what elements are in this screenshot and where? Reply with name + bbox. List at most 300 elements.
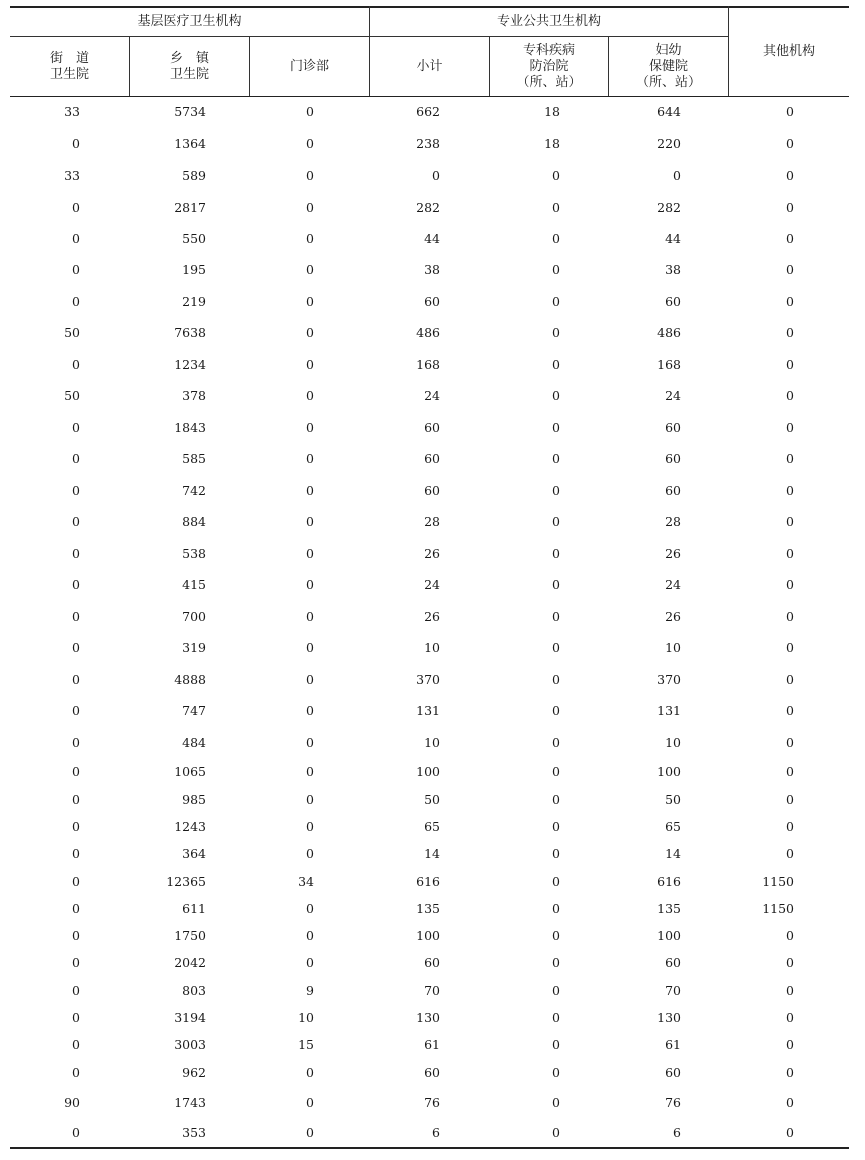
cell-other: 0 [786,357,794,372]
header-maternal-child [609,37,728,96]
table-row [0,198,865,218]
cell-specialty: 0 [552,819,560,834]
cell-clinic: 0 [306,1125,314,1140]
cell-township: 1743 [174,1095,206,1110]
cell-specialty: 0 [552,388,560,403]
cell-clinic: 0 [306,420,314,435]
cell-clinic: 0 [306,764,314,779]
cell-maternal: 60 [665,294,681,309]
cell-other: 0 [786,955,794,970]
cell-clinic: 0 [306,357,314,372]
cell-specialty: 0 [552,200,560,215]
cell-township: 1234 [174,357,206,372]
cell-township: 353 [182,1125,206,1140]
cell-clinic: 0 [306,640,314,655]
cell-subtotal: 10 [424,640,440,655]
cell-specialty: 0 [552,514,560,529]
cell-other: 1150 [762,901,794,916]
cell-specialty: 0 [552,483,560,498]
header-line: 妇幼 [655,42,682,58]
cell-maternal: 76 [665,1095,681,1110]
table-row [0,166,865,186]
cell-street: 0 [72,136,80,151]
cell-subtotal: 60 [424,483,440,498]
cell-township: 803 [182,983,206,998]
cell-specialty: 0 [552,640,560,655]
cell-specialty: 0 [552,983,560,998]
cell-street: 0 [72,420,80,435]
cell-township: 538 [182,546,206,561]
header-group-basic-label: 基层医疗卫生机构 [137,14,242,29]
cell-street: 0 [72,640,80,655]
cell-other: 1150 [762,874,794,889]
cell-street: 0 [72,1125,80,1140]
table-row [0,544,865,564]
cell-other: 0 [786,200,794,215]
cell-other: 0 [786,136,794,151]
header-line: 保健院 [648,58,688,74]
cell-clinic: 0 [306,577,314,592]
cell-township: 378 [182,388,206,403]
cell-maternal: 28 [665,514,681,529]
cell-township: 2042 [174,955,206,970]
cell-maternal: 44 [665,231,681,246]
cell-specialty: 0 [552,735,560,750]
table-row [0,872,865,892]
cell-specialty: 0 [552,955,560,970]
cell-township: 550 [182,231,206,246]
cell-other: 0 [786,764,794,779]
cell-specialty: 0 [552,357,560,372]
cell-other: 0 [786,846,794,861]
cell-other: 0 [786,262,794,277]
cell-street: 0 [72,294,80,309]
cell-maternal: 370 [657,672,681,687]
cell-clinic: 0 [306,819,314,834]
cell-maternal: 60 [665,420,681,435]
table-row [0,449,865,469]
cell-street: 0 [72,357,80,372]
cell-other: 0 [786,294,794,309]
cell-other: 0 [786,819,794,834]
table-row [0,481,865,501]
table-row [0,292,865,312]
cell-specialty: 0 [552,577,560,592]
cell-specialty: 0 [552,1037,560,1052]
cell-subtotal: 24 [424,577,440,592]
cell-clinic: 0 [306,514,314,529]
cell-subtotal: 100 [416,764,440,779]
cell-township: 219 [182,294,206,309]
cell-clinic: 0 [306,928,314,943]
cell-other: 0 [786,928,794,943]
header-line: 街 道 [49,50,89,66]
cell-township: 589 [182,168,206,183]
cell-clinic: 10 [298,1010,314,1025]
cell-specialty: 0 [552,420,560,435]
header-bottom-rule [10,96,849,97]
cell-street: 90 [64,1095,80,1110]
cell-township: 7638 [174,325,206,340]
cell-specialty: 0 [552,262,560,277]
cell-other: 0 [786,1065,794,1080]
cell-clinic: 0 [306,451,314,466]
cell-specialty: 0 [552,451,560,466]
cell-clinic: 0 [306,609,314,624]
header-line: 防治院 [529,58,569,74]
cell-specialty: 0 [552,792,560,807]
table-row [0,762,865,782]
cell-subtotal: 0 [432,168,440,183]
header-group-public-label: 专业公共卫生机构 [496,14,601,29]
table-row [0,981,865,1001]
table-row [0,701,865,721]
cell-specialty: 0 [552,874,560,889]
header-line: 其他机构 [762,44,815,59]
cell-maternal: 644 [657,104,681,119]
cell-maternal: 26 [665,609,681,624]
cell-clinic: 0 [306,483,314,498]
cell-clinic: 0 [306,546,314,561]
table-row [0,733,865,753]
cell-clinic: 0 [306,672,314,687]
cell-subtotal: 60 [424,451,440,466]
cell-clinic: 0 [306,136,314,151]
cell-subtotal: 70 [424,983,440,998]
cell-subtotal: 50 [424,792,440,807]
cell-subtotal: 616 [416,874,440,889]
cell-specialty: 0 [552,294,560,309]
cell-other: 0 [786,735,794,750]
cell-clinic: 0 [306,703,314,718]
cell-street: 0 [72,1065,80,1080]
cell-clinic: 0 [306,104,314,119]
cell-clinic: 0 [306,325,314,340]
cell-clinic: 0 [306,735,314,750]
cell-street: 0 [72,792,80,807]
cell-street: 0 [72,1010,80,1025]
cell-clinic: 0 [306,388,314,403]
cell-specialty: 0 [552,901,560,916]
header-clinic [250,37,369,96]
cell-township: 1364 [174,136,206,151]
table-row [0,638,865,658]
cell-maternal: 10 [665,735,681,750]
cell-township: 1750 [174,928,206,943]
cell-other: 0 [786,231,794,246]
cell-subtotal: 130 [416,1010,440,1025]
cell-maternal: 60 [665,451,681,466]
cell-specialty: 0 [552,1095,560,1110]
cell-specialty: 18 [544,136,560,151]
cell-maternal: 65 [665,819,681,834]
cell-specialty: 0 [552,672,560,687]
cell-specialty: 0 [552,1065,560,1080]
header-line: 门诊部 [289,58,329,74]
cell-maternal: 0 [673,168,681,183]
cell-subtotal: 26 [424,546,440,561]
cell-clinic: 34 [298,874,314,889]
cell-township: 364 [182,846,206,861]
cell-street: 0 [72,983,80,998]
cell-subtotal: 60 [424,294,440,309]
cell-maternal: 70 [665,983,681,998]
cell-maternal: 60 [665,955,681,970]
cell-township: 5734 [174,104,206,119]
cell-other: 0 [786,325,794,340]
cell-maternal: 220 [657,136,681,151]
cell-township: 195 [182,262,206,277]
cell-other: 0 [786,1037,794,1052]
table-row [0,1008,865,1028]
cell-street: 0 [72,764,80,779]
cell-subtotal: 60 [424,420,440,435]
table-row [0,1063,865,1083]
cell-specialty: 0 [552,231,560,246]
table-row [0,386,865,406]
table-row [0,926,865,946]
cell-clinic: 0 [306,294,314,309]
cell-specialty: 0 [552,1125,560,1140]
cell-other: 0 [786,672,794,687]
header-other-institutions [729,8,849,96]
cell-street: 0 [72,928,80,943]
table-row [0,670,865,690]
cell-subtotal: 282 [416,200,440,215]
cell-township: 962 [182,1065,206,1080]
table-row [0,790,865,810]
cell-clinic: 0 [306,262,314,277]
cell-maternal: 486 [657,325,681,340]
cell-maternal: 38 [665,262,681,277]
cell-other: 0 [786,104,794,119]
cell-township: 742 [182,483,206,498]
cell-street: 0 [72,672,80,687]
header-specialty-hospital [490,37,608,96]
cell-other: 0 [786,640,794,655]
cell-clinic: 0 [306,846,314,861]
cell-subtotal: 65 [424,819,440,834]
cell-maternal: 26 [665,546,681,561]
cell-township: 700 [182,609,206,624]
cell-street: 0 [72,231,80,246]
table-row [0,512,865,532]
cell-maternal: 100 [657,764,681,779]
cell-street: 33 [64,104,80,119]
cell-subtotal: 10 [424,735,440,750]
cell-specialty: 0 [552,703,560,718]
cell-township: 4888 [174,672,206,687]
cell-township: 747 [182,703,206,718]
table-row [0,1093,865,1113]
cell-street: 0 [72,846,80,861]
cell-clinic: 0 [306,901,314,916]
cell-clinic: 0 [306,955,314,970]
cell-maternal: 14 [665,846,681,861]
cell-township: 2817 [174,200,206,215]
cell-subtotal: 61 [424,1037,440,1052]
cell-township: 3003 [174,1037,206,1052]
cell-specialty: 18 [544,104,560,119]
cell-township: 319 [182,640,206,655]
cell-subtotal: 38 [424,262,440,277]
cell-street: 0 [72,200,80,215]
cell-maternal: 60 [665,483,681,498]
cell-street: 50 [64,388,80,403]
cell-township: 484 [182,735,206,750]
cell-street: 0 [72,546,80,561]
cell-subtotal: 14 [424,846,440,861]
cell-street: 50 [64,325,80,340]
table-row [0,134,865,154]
cell-street: 0 [72,483,80,498]
cell-street: 0 [72,514,80,529]
header-line: 卫生院 [49,66,89,82]
cell-street: 0 [72,262,80,277]
table-bottom-rule [10,1147,849,1149]
cell-other: 0 [786,388,794,403]
cell-subtotal: 100 [416,928,440,943]
cell-clinic: 0 [306,792,314,807]
cell-other: 0 [786,983,794,998]
cell-other: 0 [786,168,794,183]
cell-subtotal: 24 [424,388,440,403]
cell-maternal: 24 [665,577,681,592]
cell-clinic: 0 [306,1065,314,1080]
cell-maternal: 60 [665,1065,681,1080]
cell-subtotal: 60 [424,1065,440,1080]
cell-township: 985 [182,792,206,807]
cell-other: 0 [786,514,794,529]
cell-subtotal: 6 [432,1125,440,1140]
table-row [0,899,865,919]
table-row [0,102,865,122]
cell-other: 0 [786,1010,794,1025]
table-row [0,1035,865,1055]
cell-other: 0 [786,792,794,807]
cell-specialty: 0 [552,846,560,861]
header-line: （所、站） [516,74,582,90]
cell-clinic: 9 [306,983,314,998]
cell-specialty: 0 [552,609,560,624]
cell-subtotal: 168 [416,357,440,372]
cell-maternal: 50 [665,792,681,807]
cell-maternal: 282 [657,200,681,215]
header-subtotal [370,37,489,96]
table-row [0,260,865,280]
cell-maternal: 616 [657,874,681,889]
cell-other: 0 [786,703,794,718]
header-township-health-center [130,37,249,96]
cell-maternal: 130 [657,1010,681,1025]
cell-street: 0 [72,609,80,624]
table-row [0,323,865,343]
table-row [0,817,865,837]
header-line: 乡 镇 [169,50,209,66]
cell-other: 0 [786,1095,794,1110]
cell-maternal: 24 [665,388,681,403]
cell-street: 33 [64,168,80,183]
table-row [0,1123,865,1143]
header-line: （所、站） [635,74,701,90]
cell-other: 0 [786,483,794,498]
cell-other: 0 [786,546,794,561]
cell-maternal: 168 [657,357,681,372]
cell-specialty: 0 [552,168,560,183]
cell-clinic: 0 [306,231,314,246]
cell-subtotal: 26 [424,609,440,624]
cell-subtotal: 28 [424,514,440,529]
cell-street: 0 [72,577,80,592]
cell-township: 611 [182,901,206,916]
table-row [0,355,865,375]
cell-clinic: 0 [306,200,314,215]
cell-clinic: 15 [298,1037,314,1052]
cell-township: 12365 [166,874,206,889]
cell-specialty: 0 [552,764,560,779]
cell-subtotal: 135 [416,901,440,916]
header-line: 专科疾病 [522,42,575,58]
cell-other: 0 [786,577,794,592]
cell-other: 0 [786,420,794,435]
cell-subtotal: 76 [424,1095,440,1110]
cell-maternal: 61 [665,1037,681,1052]
cell-street: 0 [72,819,80,834]
cell-street: 0 [72,703,80,718]
cell-other: 0 [786,1125,794,1140]
table-row [0,575,865,595]
cell-street: 0 [72,901,80,916]
cell-maternal: 100 [657,928,681,943]
header-group-basic-medical [10,8,369,36]
table-row [0,953,865,973]
cell-street: 0 [72,1037,80,1052]
table-row [0,418,865,438]
cell-township: 1243 [174,819,206,834]
cell-township: 585 [182,451,206,466]
cell-specialty: 0 [552,546,560,561]
cell-township: 1843 [174,420,206,435]
cell-maternal: 135 [657,901,681,916]
cell-township: 415 [182,577,206,592]
cell-maternal: 131 [657,703,681,718]
table-row [0,607,865,627]
cell-township: 884 [182,514,206,529]
cell-maternal: 10 [665,640,681,655]
cell-other: 0 [786,451,794,466]
cell-other: 0 [786,609,794,624]
cell-township: 3194 [174,1010,206,1025]
cell-subtotal: 131 [416,703,440,718]
cell-street: 0 [72,735,80,750]
table-row [0,229,865,249]
cell-specialty: 0 [552,1010,560,1025]
cell-subtotal: 60 [424,955,440,970]
cell-clinic: 0 [306,168,314,183]
cell-specialty: 0 [552,928,560,943]
header-group-public-health [370,8,728,36]
cell-subtotal: 238 [416,136,440,151]
table-row [0,844,865,864]
header-line: 卫生院 [169,66,209,82]
cell-subtotal: 662 [416,104,440,119]
cell-street: 0 [72,451,80,466]
cell-street: 0 [72,955,80,970]
cell-specialty: 0 [552,325,560,340]
cell-township: 1065 [174,764,206,779]
cell-subtotal: 44 [424,231,440,246]
header-street-health-center [10,37,129,96]
